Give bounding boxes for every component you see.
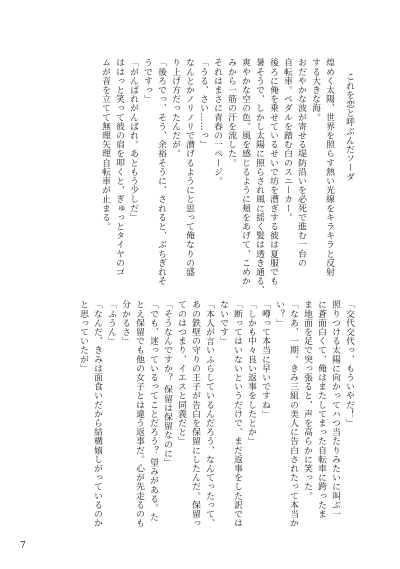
text-line: 「なあ、一期。きみ三組の美人に告白されたって本当か	[288, 300, 298, 528]
text-line: い？」	[274, 300, 284, 328]
text-line: 「でも、迷っているってことだろう？ 望みがある。た	[148, 300, 158, 522]
text-line: 「しかも中々良い返事をしたとか」	[246, 300, 256, 446]
text-line: 「噂って本当に早いですね」	[260, 300, 270, 419]
text-line: 「交代交代っ、もういやだ！」	[344, 300, 354, 428]
lower-text-block	[76, 300, 356, 528]
text-line: と思っていたが」	[78, 300, 88, 373]
text-line: ムが音を立てて無理矢理自転車が止まる。	[100, 58, 110, 231]
text-line: 「なんだ、きみは面食いだから結構嬉しがっているのか	[92, 300, 102, 528]
text-line: なんとかノリノリで漕げるようにと思って俺なりの盛	[184, 58, 194, 277]
text-line: あの鉄壁の守りの王子が告白を保留にしたんだ。保留っ	[190, 300, 200, 528]
text-line: 「そうなんですか？ 保留は保留なのに」	[162, 300, 172, 467]
text-line: 「ふうん」	[106, 300, 116, 346]
text-line: 「うる、さい……っ」	[198, 58, 208, 149]
text-line: り上げ方だったんだが。	[170, 58, 180, 159]
text-line: 「断ってはいないというだけで、まだ返事をした訳では	[232, 300, 242, 528]
text-line: ま地面を足で突っ張ると、声を高らかに笑った。	[302, 300, 312, 501]
text-line: 「後ろでっ、そう、余裕そうに、されると、ぶちぎれそ	[156, 58, 166, 286]
page-number: 7	[20, 541, 26, 551]
text-line: 分かるさ」	[120, 300, 130, 346]
text-line: うですっ」	[142, 58, 152, 104]
text-line: おだやかな波が寄せる堤防沿いを必死で進む一台の	[296, 58, 306, 268]
chapter-title: これを恋と呼ぶんだソーダ	[344, 72, 354, 182]
upper-text-block	[98, 58, 356, 295]
text-line: 後ろに俺を乗せているせいで坊を漕ぎする彼は夏服でも	[268, 58, 278, 286]
text-line: する大きな海。	[310, 58, 320, 122]
text-line: とえ保留でも他の女子とは違う返事だ。心が先走るのも	[134, 300, 144, 528]
text-line: 自転車。ペダルを踏む白のスニーカー。	[282, 58, 292, 222]
text-line: それはまさに青春の一ページ。	[212, 58, 222, 186]
text-line: 「本人が言いふらしているんだろう、なんてったって、	[204, 300, 214, 528]
text-line: 煌めく太陽、世界を照らす熱い光線をキラキラと反射	[324, 58, 334, 277]
text-line: 照りつける太陽に向かってハつ当たりみたいに叫ぶ一	[330, 300, 340, 519]
text-line: 爽やかな空の色。風を感じるように頬をあげて、こめか	[240, 58, 250, 286]
text-line: ないです」	[218, 300, 228, 346]
text-line: 暑そうで、しかし太陽に照らされ風に揺く髪は透き通る、	[254, 58, 264, 295]
text-line: に蒼面白くて、俺はまたしてまった自転車に跨ったま	[316, 300, 326, 519]
text-line: てのはつまり、イエスと同義だと」	[176, 300, 186, 446]
text-line: 「がんばれがんばれ。あともう少しだ」	[128, 58, 138, 222]
text-line: みから一筋の汗を流した。	[226, 58, 236, 168]
text-line: ははっと笑って彼の肩を叩くと、ぎゅっとタイヤのゴ	[114, 58, 124, 277]
